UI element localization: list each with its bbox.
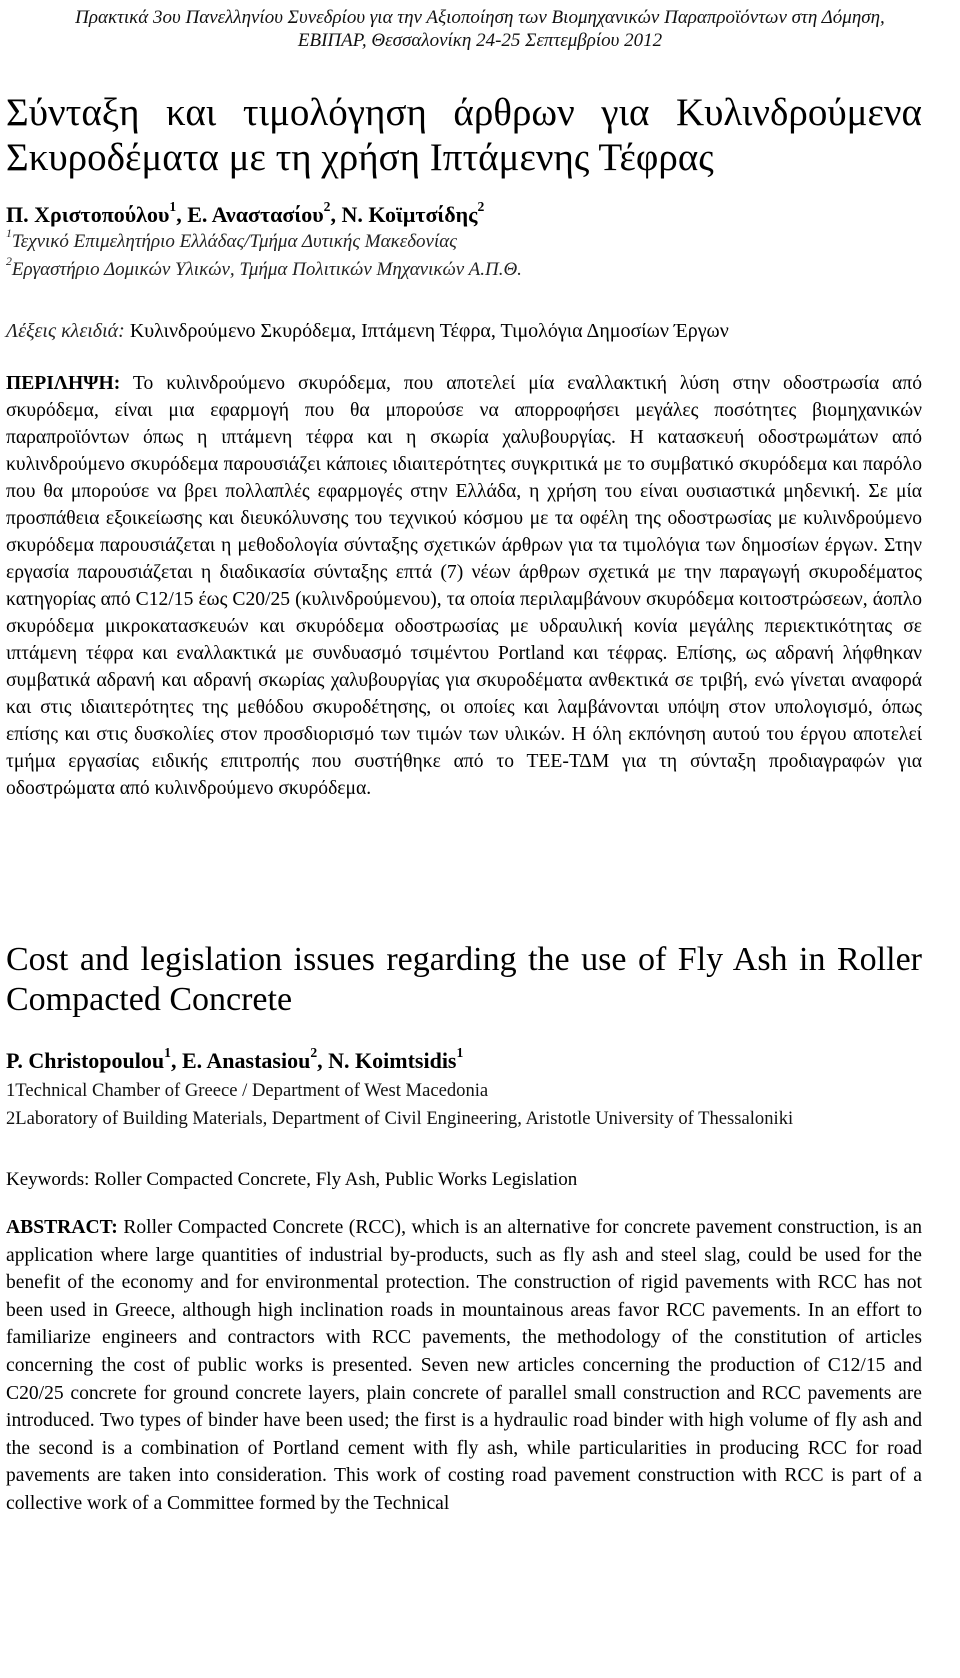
english-abstract-label: ABSTRACT: xyxy=(6,1217,118,1238)
greek-author-2-sup: 2 xyxy=(323,198,331,214)
greek-authors: Π. Χριστοπούλου$^1$, Ε. Αναστασίου$^2$, Ν. Κοϊμτσίδης$^2$ xyxy=(6,198,485,227)
header-line-2: ΕΒΙΠΑΡ, Θεσσαλονίκη 24-25 Σεπτεμβρίου 2012 xyxy=(297,30,663,51)
english-author-1-sup: 1 xyxy=(164,1044,171,1060)
proceedings-header xyxy=(20,6,940,52)
greek-abstract-label: ΠΕΡΙΛΗΨΗ: xyxy=(6,373,121,394)
greek-author-1: Π. Χριστοπούλου xyxy=(6,202,170,227)
english-author-3: N. Koimtsidis xyxy=(328,1048,457,1073)
header-line-1: Πρακτικά 3ου Πανελληνίου Συνεδρίου για την Αξιοποίηση των Βιομηχανικών Παραπροϊόντων στη Δόμηση, xyxy=(75,7,885,28)
greek-affiliation-1: $^1$Τεχνικό Επιμελητήριο Ελλάδας/Τμήμα Δυτικής Μακεδονίας xyxy=(6,227,457,252)
english-abstract xyxy=(6,1214,922,1518)
english-affiliation-2: 2Laboratory of Building Materials, Department of Civil Engineering, Aristotle University of Thessaloniki xyxy=(6,1108,794,1129)
greek-author-3-sup: 2 xyxy=(477,198,485,214)
english-abstract-text: Roller Compacted Concrete (RCC), which is an alternative for concrete pavement construction, is an application where large quantities of industrial by-products, such as fly ash and steel slag, could be used for the benefit of the economy and for environmental protection. The construction of rigid pavements with RCC has not been used in Greece, although high inclination roads in mountainous areas favor RCC pavements. In an effort to familiarize engineers and contractors with RCC pavements, the methodology of the constitution of articles concerning the cost of public works is presented. Seven new articles concerning the production of C12/15 and C20/25 concrete for ground concrete layers, plain concrete of parallel small construction and RCC pavements are introduced. Two types of binder have been used; the first is a hydraulic road binder with high volume of fly ash and the second is a combination of Portland cement with fly ash, while particularities in producing RCC for road pavements are taken into consideration. This work of costing road pavement construction with RCC is part of a collective work of a Committee formed by the Technical xyxy=(6,1217,922,1514)
greek-title: Σύνταξη και τιμολόγηση άρθρων για Κυλινδρούμενα Σκυροδέματα με τη χρήση Ιπτάμενης Τέφρας xyxy=(6,91,922,179)
greek-author-1-sup: 1 xyxy=(169,198,177,214)
english-title: Cost and legislation issues regarding the use of Fly Ash in Roller Compacted Concrete xyxy=(6,941,922,1018)
english-affiliation-1: 1Technical Chamber of Greece / Department of West Macedonia xyxy=(6,1080,489,1101)
english-authors: P. Christopoulou$^1$, E. Anastasiou$^2$, N. Koimtsidis$^1$ xyxy=(6,1044,464,1073)
greek-keywords-text: Κυλινδρούμενο Σκυρόδεμα, Ιπτάμενη Τέφρα, Τιμολόγια Δημοσίων Έργων xyxy=(129,320,729,342)
english-author-2-sup: 2 xyxy=(310,1044,318,1060)
english-author-1: P. Christopoulou xyxy=(6,1048,165,1073)
greek-author-2: Ε. Αναστασίου xyxy=(187,202,324,227)
greek-keywords: Λέξεις κλειδιά: Κυλινδρούμενο Σκυρόδεμα, Ιπτάμενη Τέφρα, Τιμολόγια Δημοσίων Έργων xyxy=(6,320,729,342)
greek-abstract xyxy=(6,370,922,802)
greek-author-3: Ν. Κοϊμτσίδης xyxy=(341,202,478,227)
greek-keywords-label: Λέξεις κλειδιά xyxy=(6,320,119,342)
greek-affiliation-2: $^2$Εργαστήριο Δομικών Υλικών, Τμήμα Πολιτικών Μηχανικών Α.Π.Θ. xyxy=(6,255,522,280)
greek-abstract-text: Το κυλινδρούμενο σκυρόδεμα, που αποτελεί μία εναλλακτική λύση στην οδοστρωσία από σκυρόδεμα, είναι μια εφαρμογή που θα μπορούσε να απορροφήσει μεγάλες ποσότητες βιομηχανικών παραπροϊόντων όπως η ιπτάμενη τέφρα και η σκωρία χαλυβουργίας. Η κατασκευή οδοστρωμάτων από κυλινδρούμενο σκυρόδεμα παρουσιάζει κάποιες ιδιαιτερότητες συγκριτικά με το συμβατικό σκυρόδεμα και παρόλο που θα μπορούσε να βρει πολλαπλές εφαρμογές στην Ελλάδα, η χρήση του είναι ουσιαστικά μηδενική. Σε μία προσπάθεια εξοικείωσης και διευκόλυνσης του τεχνικού κόσμου με τα οφέλη της οδοστρωσίας με κυλινδρούμενο σκυρόδεμα παρουσιάζεται η μεθοδολογία σύνταξης σχετικών άρθρων για τα τιμολόγια των δημοσίων έργων. Στην εργασία παρουσιάζεται η διαδικασία σύνταξης επτά (7) νέων άρθρων σχετικά με την παραγωγή σκυροδέματος κατηγορίας από C12/15 έως C20/25 (κυλινδρούμενου), τα οποία περιλαμβάνουν σκυρόδεμα κοιτοστρώσεων, άοπλο σκυρόδεμα μικροκατασκευών και σκυρόδεμα οδοστρωσίας με υδραυλική κονία μεγάλης περιεκτικότητας σε ιπτάμενη τέφρα και εναλλακτικά με συνδυασμό τσιμέντου Portland και τέφρας. Επίσης, ως αδρανή λήφθηκαν συμβατικά αδρανή και αδρανή σκωρίας χαλυβουργίας για σκυροδέματα ανθεκτικά σε τριβή, ενώ γίνεται αναφορά και στις ιδιαιτερότητες της μεθόδου σκυροδέτησης, οι οποίες και λαμβάνονται υπόψη στον υπολογισμό, όπως επίσης και στις δυσκολίες στον προσδιορισμό των τιμών των υλικών. Η όλη εκπόνηση αυτού του έργου αποτελεί τμήμα εργασίας ειδικής επιτροπής που συστήθηκε από το ΤΕΕ-ΤΔΜ για τη σύνταξη προδιαγραφών για οδοστρώματα από κυλινδρούμενο σκυρόδεμα. xyxy=(6,373,922,799)
english-author-3-sup: 1 xyxy=(456,1044,464,1060)
english-author-2: E. Anastasiou xyxy=(181,1048,311,1073)
english-keywords: Keywords: Roller Compacted Concrete, Fly Ash, Public Works Legislation xyxy=(6,1169,578,1190)
